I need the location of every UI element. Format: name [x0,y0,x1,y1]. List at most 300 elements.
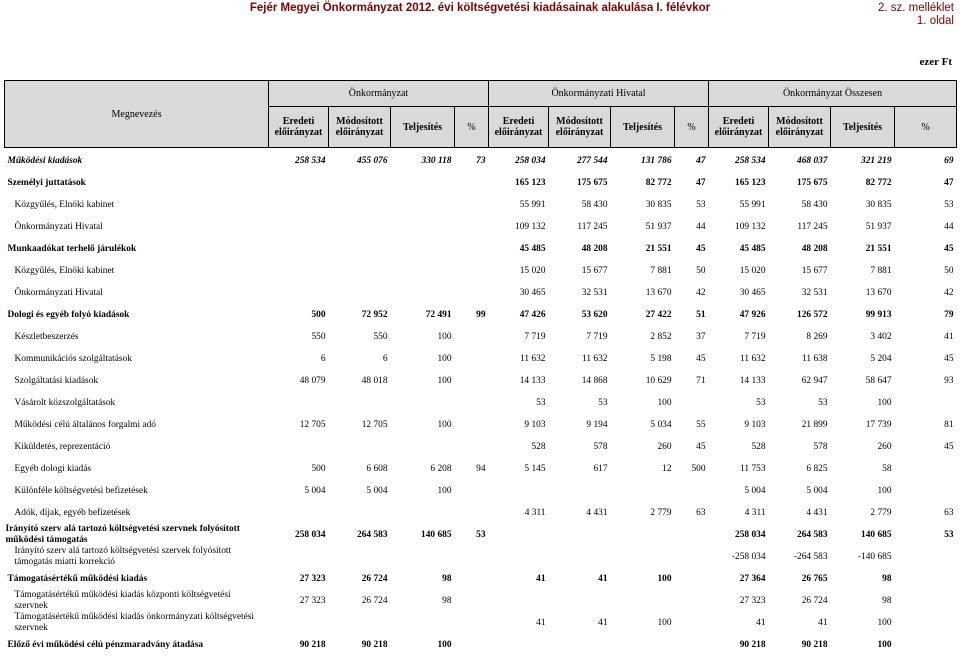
value-cell: 7 719 [744,332,766,342]
value-cell: 4 311 [744,508,766,518]
row-label: Önkormányzati Hivatal [14,222,103,232]
value-cell: 2 852 [650,332,672,342]
value-cell: 6 [382,354,388,364]
value-cell: 98 [882,596,892,606]
header-sub-cell: Módosított előirányzat [769,107,831,148]
value-cell: 11 632 [582,354,608,364]
value-cell: 69 [944,156,954,166]
value-cell: 140 685 [861,530,892,540]
value-cell [269,216,329,238]
value-cell: 264 583 [797,530,828,540]
value-cell: 528 [531,442,546,452]
value-cell: 45 [944,244,954,254]
value-cell: -140 685 [857,552,892,562]
value-cell [549,590,611,612]
value-cell [895,480,957,502]
row-label: Készletbeszerzés [14,332,79,342]
value-cell: 21 899 [801,420,828,430]
value-cell: 58 [882,464,892,474]
value-cell: 175 675 [797,178,828,188]
value-cell: 44 [944,222,954,232]
value-cell [391,436,455,458]
header-sub-cell: Módosított előirányzat [329,107,391,148]
value-cell: 500 [691,464,706,474]
table-row [5,326,957,348]
table-row [5,172,957,194]
value-cell [455,172,489,194]
value-cell: 100 [437,420,452,430]
value-cell: 47 [944,178,954,188]
value-cell: 578 [593,442,608,452]
value-cell: 165 123 [515,178,546,188]
value-cell: -258 034 [731,552,766,562]
value-cell: 5 004 [304,486,326,496]
value-cell: 81 [944,420,954,430]
value-cell: 100 [437,486,452,496]
value-cell [269,238,329,260]
table-row [5,546,957,568]
value-cell: 58 430 [581,200,608,210]
header-name-cell: Megnevezés [5,81,269,148]
value-cell [895,392,957,414]
value-cell [455,392,489,414]
value-cell: 12 705 [361,420,388,430]
table-row [5,458,957,480]
value-cell: 26 724 [361,596,388,606]
page-title: Fejér Megyei Önkormányzat 2012. évi költségvetési kiadásainak alakulása I. félévkor [249,2,711,14]
table-row [5,436,957,458]
value-cell [455,370,489,392]
value-cell: 4 431 [806,508,828,518]
value-cell: 27 323 [299,596,326,606]
table-row [5,392,957,414]
value-cell [489,480,549,502]
value-cell: 63 [696,508,706,518]
value-cell: 45 485 [519,244,546,254]
value-cell: 62 947 [801,376,828,386]
value-cell: 27 323 [299,574,326,584]
table-row [5,414,957,436]
value-cell: 47 926 [739,310,766,320]
value-cell [455,216,489,238]
value-cell: 6 [320,354,326,364]
row-label: Kiküldetés, reprezentáció [14,442,111,452]
value-cell: 7 719 [524,332,546,342]
value-cell: 528 [751,442,766,452]
value-cell [391,172,455,194]
value-cell: 45 [696,442,706,452]
value-cell [675,392,709,414]
row-label: Irányító szerv alá tartozó költségvetési szervnek folyósított működési támogatás [5,524,240,545]
value-cell: 5 004 [806,486,828,496]
value-cell [675,568,709,590]
value-cell: 175 675 [577,178,608,188]
value-cell: 53 [944,200,954,210]
value-cell: 48 018 [361,376,388,386]
value-cell: 30 465 [739,288,766,298]
value-cell: 26 724 [801,596,828,606]
value-cell: 100 [657,398,672,408]
value-cell [455,348,489,370]
header-sub-cell: % [675,107,709,148]
value-cell: 5 004 [744,486,766,496]
value-cell: 30 835 [645,200,672,210]
table-row [5,524,957,546]
value-cell [455,436,489,458]
table-row [5,260,957,282]
header-sub-cell: Teljesítés [391,107,455,148]
value-cell [489,546,549,568]
value-cell: 63 [944,508,954,518]
value-cell: 58 430 [801,200,828,210]
value-cell: 277 544 [577,156,608,166]
value-cell: 617 [593,464,608,474]
value-cell: 6 825 [806,464,828,474]
value-cell: 47 [696,156,706,166]
header-sub-cell: Teljesítés [831,107,895,148]
table-row [5,304,957,326]
value-cell: 258 534 [295,156,326,166]
row-label: Közgyűlés, Elnöki kabinet [14,266,115,276]
value-cell: 72 952 [361,310,388,320]
value-cell: 11 638 [802,354,828,364]
value-cell [391,282,455,304]
table-row [5,634,957,656]
value-cell [549,634,611,656]
header-row-groups [5,81,957,107]
value-cell: 15 020 [739,266,766,276]
row-label: Vásárolt közszolgáltatások [14,398,116,408]
value-cell: 12 705 [299,420,326,430]
value-cell: 5 204 [870,354,892,364]
value-cell: 98 [442,574,452,584]
value-cell: 13 670 [865,288,892,298]
value-cell [269,612,329,634]
table-row [5,150,957,172]
value-cell: 41 [818,618,828,628]
value-cell: 30 835 [865,200,892,210]
row-label: Irányító szerv alá tartozó költségvetési szervek folyósított támogatás miatti korrekció [14,546,232,567]
value-cell: 45 485 [739,244,766,254]
value-cell: 500 [311,464,326,474]
expenditure-table [4,80,957,656]
table-row [5,348,957,370]
value-cell: 15 677 [581,266,608,276]
value-cell: 10 629 [645,376,672,386]
value-cell: 45 [696,244,706,254]
value-cell [455,590,489,612]
value-cell: 90 218 [801,640,828,650]
value-cell: 468 037 [797,156,828,166]
value-cell [329,392,391,414]
value-cell: 48 208 [801,244,828,254]
value-cell: 47 426 [519,310,546,320]
value-cell: 27 323 [739,596,766,606]
value-cell: 41 [944,332,954,342]
value-cell [611,546,675,568]
value-cell: 8 269 [806,332,828,342]
value-cell: 41 [598,618,608,628]
value-cell [455,414,489,436]
value-cell: 21 551 [865,244,892,254]
value-cell [329,612,391,634]
value-cell [391,612,455,634]
value-cell: 7 719 [586,332,608,342]
value-cell: 550 [373,332,388,342]
value-cell: 27 422 [645,310,672,320]
value-cell: 12 [662,464,672,474]
value-cell: 42 [944,288,954,298]
header-sub-cell: Módosított előirányzat [549,107,611,148]
value-cell: 5 198 [650,354,672,364]
value-cell: 100 [437,640,452,650]
value-cell: 51 937 [645,222,672,232]
table-row [5,216,957,238]
value-cell: 26 724 [361,574,388,584]
value-cell [675,590,709,612]
value-cell: 72 491 [425,310,452,320]
header-sub-cell: Eredeti előirányzat [709,107,769,148]
value-cell: 55 991 [519,200,546,210]
value-cell [895,634,957,656]
value-cell [455,502,489,524]
value-cell: 48 208 [581,244,608,254]
value-cell: 5 145 [524,464,546,474]
header-sub-cell: Eredeti előirányzat [269,107,329,148]
value-cell: 14 133 [519,376,546,386]
row-label: Közgyűlés, Elnöki kabinet [14,200,115,210]
value-cell: 41 [536,574,546,584]
value-cell [455,194,489,216]
value-cell: 17 739 [865,420,892,430]
value-cell [455,326,489,348]
value-cell: 51 [696,310,706,320]
value-cell [329,282,391,304]
value-cell [675,480,709,502]
value-cell: 260 [657,442,672,452]
value-cell: 41 [756,618,766,628]
value-cell: 53 [944,530,954,540]
value-cell [455,260,489,282]
value-cell: 14 133 [739,376,766,386]
row-label: Támogatásértékű működési kiadás központi költségvetési szervnek [14,590,231,611]
value-cell: 45 [944,354,954,364]
value-cell: 7 881 [650,266,672,276]
value-cell [675,524,709,546]
value-cell: 58 647 [865,376,892,386]
value-cell: 82 772 [865,178,892,188]
table-row [5,194,957,216]
value-cell [549,524,611,546]
value-cell [269,260,329,282]
value-cell: 48 079 [299,376,326,386]
value-cell: 53 [536,398,546,408]
value-cell: 30 465 [519,288,546,298]
value-cell: 6 608 [366,464,388,474]
annex-label [878,2,954,28]
value-cell: 100 [437,354,452,364]
value-cell [269,282,329,304]
value-cell [269,392,329,414]
value-cell: 100 [877,640,892,650]
row-label: Munkaadókat terhelő járulékok [7,244,137,254]
row-label: Támogatásértékű működési kiadás [7,574,148,584]
value-cell: 93 [944,376,954,386]
value-cell [329,172,391,194]
row-label: Önkormányzati Hivatal [14,288,103,298]
value-cell [455,568,489,590]
row-label: Előző évi működési célú pénzmaradvány átadása [7,640,204,650]
value-cell: 15 677 [801,266,828,276]
value-cell: 53 [598,398,608,408]
value-cell: 41 [598,574,608,584]
header-group-osszesen: Önkormányzat Összesen [709,81,957,107]
value-cell: 7 881 [870,266,892,276]
value-cell: 258 034 [515,156,546,166]
table-row [5,590,957,612]
value-cell: 100 [657,618,672,628]
value-cell [455,282,489,304]
value-cell: 5 004 [366,486,388,496]
table-row [5,568,957,590]
value-cell [269,436,329,458]
row-label: Személyi juttatások [7,178,86,188]
row-label: Szolgáltatási kiadások [14,376,99,386]
table-row [5,612,957,634]
value-cell: 90 218 [361,640,388,650]
value-cell [329,436,391,458]
header-sub-cell: Teljesítés [611,107,675,148]
value-cell: 109 132 [515,222,546,232]
value-cell: 98 [442,596,452,606]
header-group-hivatal: Önkormányzati Hivatal [489,81,709,107]
value-cell: 6 208 [430,464,452,474]
value-cell [611,634,675,656]
value-cell: 100 [657,574,672,584]
value-cell [611,590,675,612]
table-row [5,238,957,260]
value-cell [895,612,957,634]
table-row [5,370,957,392]
value-cell [391,238,455,260]
row-label: Adók, díjak, egyéb befizetések [14,508,131,518]
value-cell [391,546,455,568]
value-cell [895,458,957,480]
value-cell [549,546,611,568]
value-cell: 94 [476,464,486,474]
value-cell: 11 753 [740,464,766,474]
value-cell: 500 [311,310,326,320]
value-cell: 55 991 [739,200,766,210]
table-row [5,502,957,524]
value-cell: 55 [696,420,706,430]
value-cell [329,502,391,524]
row-label: Működési kiadások [7,156,83,166]
row-label: Támogatásértékű működési kiadás önkormányzati költségvetési szervnek [14,612,255,633]
value-cell [391,502,455,524]
value-cell: 73 [476,156,486,166]
value-cell: 165 123 [735,178,766,188]
value-cell: 99 [476,310,486,320]
value-cell: 321 219 [861,156,892,166]
value-cell [455,480,489,502]
value-cell: 258 534 [735,156,766,166]
value-cell: 550 [311,332,326,342]
value-cell [675,546,709,568]
value-cell [549,480,611,502]
row-label: Egyéb dologi kiadás [14,464,92,474]
header-sub-cell: Eredeti előirányzat [489,107,549,148]
value-cell [455,612,489,634]
header-sub-cell: % [455,107,489,148]
value-cell: 100 [877,398,892,408]
value-cell [329,238,391,260]
value-cell: 51 937 [865,222,892,232]
value-cell [391,216,455,238]
value-cell: 53 [756,398,766,408]
table-row [5,480,957,502]
value-cell [489,634,549,656]
value-cell: 15 020 [519,266,546,276]
value-cell: 99 913 [865,310,892,320]
value-cell: 50 [696,266,706,276]
value-cell: 117 245 [577,222,608,232]
value-cell: 9 194 [586,420,608,430]
value-cell [391,194,455,216]
value-cell: 42 [696,288,706,298]
value-cell [611,480,675,502]
table-row [5,282,957,304]
value-cell [269,502,329,524]
value-cell: 47 [696,178,706,188]
value-cell [329,194,391,216]
value-cell [489,524,549,546]
value-cell: 9 103 [524,420,546,430]
value-cell: 27 364 [739,574,766,584]
value-cell [675,612,709,634]
value-cell [455,546,489,568]
value-cell [455,634,489,656]
value-cell: 131 786 [641,156,672,166]
value-cell: 45 [696,354,706,364]
value-cell: 44 [696,222,706,232]
value-cell: 82 772 [645,178,672,188]
value-cell: 455 076 [357,156,388,166]
value-cell: 100 [877,486,892,496]
value-cell [391,392,455,414]
value-cell: 578 [813,442,828,452]
value-cell: 9 103 [744,420,766,430]
value-cell: 2 779 [650,508,672,518]
value-cell: 258 034 [735,530,766,540]
value-cell: 4 431 [586,508,608,518]
value-cell: 13 670 [645,288,672,298]
value-cell [329,546,391,568]
value-cell: 53 620 [581,310,608,320]
value-cell [489,590,549,612]
value-cell [895,590,957,612]
value-cell: 100 [877,618,892,628]
annex-number: 2. sz. melléklet [877,2,954,14]
value-cell: 90 218 [299,640,326,650]
value-cell: 53 [696,200,706,210]
value-cell: 100 [437,376,452,386]
value-cell: 37 [696,332,706,342]
value-cell: 53 [818,398,828,408]
value-cell: 79 [944,310,954,320]
value-cell [391,260,455,282]
value-cell: 32 531 [801,288,828,298]
